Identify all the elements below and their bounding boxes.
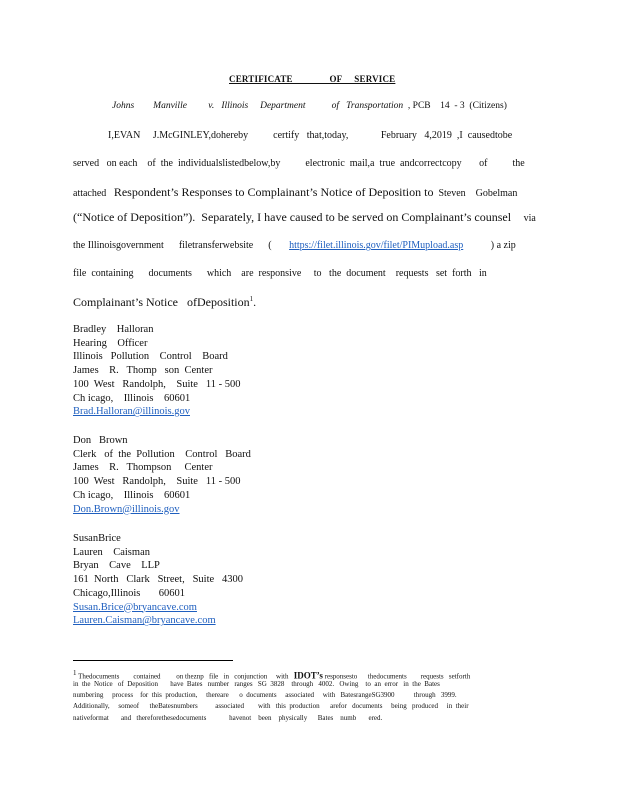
case-number: , PCB 14 - 3 (Citizens) <box>403 101 507 111</box>
body-line-4b: via <box>511 213 536 224</box>
recipient-line: 100 West Randolph, Suite 11 - 500 <box>73 378 241 390</box>
body-line-2: served on each of the individualslistedbelow,by electronic mail,a true andcorrectcopy of the <box>73 158 525 169</box>
recipient-line: Hearing Officer <box>73 337 148 349</box>
recipient-line: Ch icago, Illinois 60601 <box>73 392 191 404</box>
email-link[interactable]: Brad.Halloran@illinois.gov <box>73 406 190 418</box>
document-title: CERTIFICATE OF SERVICE <box>229 74 396 84</box>
recipient-line: Lauren Caisman <box>73 546 150 558</box>
body-line-1: I,EVAN J.McGINLEY,dohereby certify that,today, February 4,2019 ,I causedtobe <box>108 130 513 141</box>
recipient-halloran <box>73 323 240 419</box>
recipient-line: Clerk of the Pollution Control Board <box>73 448 251 460</box>
case-caption <box>112 101 507 111</box>
recipient-line: Chicago,Illinois 60601 <box>73 587 185 599</box>
body-line-5a: the Illinoisgovernment filetransferwebsite ( <box>73 240 290 251</box>
email-link[interactable]: Don.Brown@illinois.gov <box>73 503 180 515</box>
recipient-line: 100 West Randolph, Suite 11 - 500 <box>73 476 241 488</box>
recipient-line: James R. Thompson Center <box>73 462 213 474</box>
body-line-3a: attached <box>73 188 114 199</box>
footnote-idot: IDOT’s <box>293 670 323 681</box>
body-line-4 <box>73 210 536 225</box>
body-line-7-text: Complainant’s Notice ofDeposition <box>73 295 250 309</box>
footnote-line-2: in the Notice of Deposition have Bates number ranges SG 3828 through 4002. Owing to an error in the Bates <box>73 680 440 688</box>
email-link[interactable]: Susan.Brice@bryancave.com <box>73 601 197 613</box>
footnote-ref: 1 <box>249 295 254 303</box>
recipient-brice-caisman <box>73 532 243 628</box>
recipient-line: Bradley Halloran <box>73 324 154 335</box>
body-line-4a: (“Notice of Deposition”). Separately, I have caused to be served on Complainant’s counsel <box>73 210 512 224</box>
email-link[interactable]: Lauren.Caisman@bryancave.com <box>73 615 216 627</box>
body-line-7-end: . <box>253 295 257 309</box>
footnote-line-4: Additionally, someof theBatesnumbers associated with this production arefor documents being produced in their <box>73 702 469 710</box>
body-line-5 <box>73 240 516 251</box>
recipient-brown <box>73 434 251 516</box>
recipient-line: 161 North Clark Street, Suite 4300 <box>73 574 244 586</box>
footnote-line-3: numbering process for this production, thereare o documents associated with BatesrangeSG3900 through 3999. <box>73 691 457 699</box>
recipient-line: Bryan Cave LLP <box>73 560 160 572</box>
recipient-line: James R. Thomp son Center <box>73 365 213 377</box>
body-line-7 <box>73 295 256 310</box>
file-transfer-link[interactable]: https://filet.illinois.gov/filet/PIMupload.asp <box>289 240 464 251</box>
footnote-line-1: $^1$ Thedocuments contained on theznp file in conjunction with IDOT’s responsesto thedocuments requests setforth <box>73 669 471 681</box>
body-line-5c: ) a zip <box>463 240 516 251</box>
recipient-line: SusanBrice <box>73 533 121 544</box>
case-name: Johns Manville v. Illinois Department of Transportation <box>112 101 404 111</box>
footnote-divider <box>73 660 233 661</box>
recipient-line: Don Brown <box>73 435 128 446</box>
recipient-line: Illinois Pollution Control Board <box>73 351 228 363</box>
recipient-line: Ch icago, Illinois 60601 <box>73 489 191 501</box>
footnote-line-5: nativeformat and thereforethesedocuments havenot been physically Bates numb ered. <box>73 714 383 722</box>
footnote-marker: 1 <box>73 669 77 677</box>
body-line-6: file containing documents which are responsive to the document requests set forth in <box>73 268 487 279</box>
notice-title: Respondent’s Responses to Complainant’s Notice of Deposition to <box>113 185 434 199</box>
body-line-3c: Steven Gobelman <box>433 188 518 199</box>
body-line-3 <box>73 185 517 200</box>
